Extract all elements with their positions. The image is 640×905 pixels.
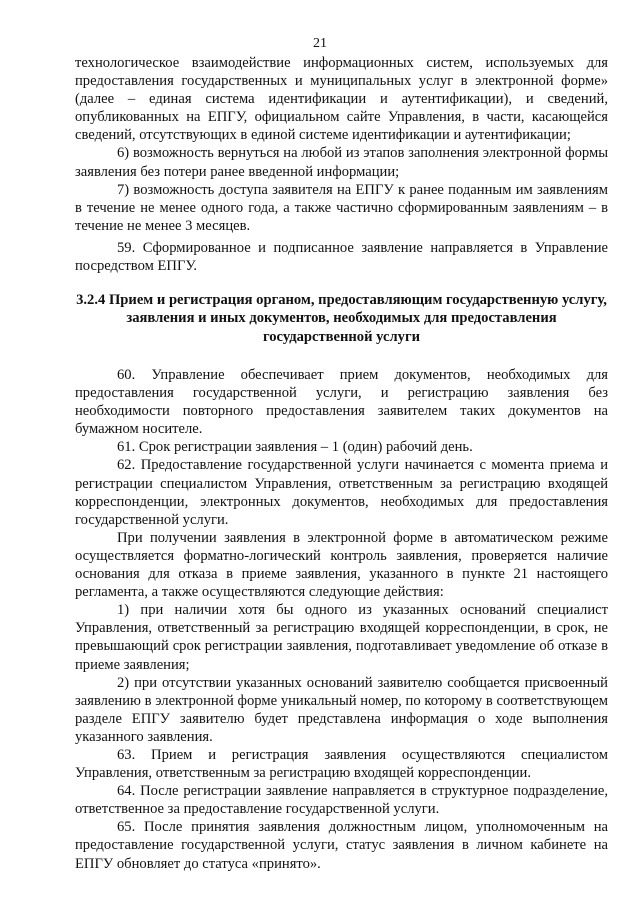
list-item-2: 2) при отсутствии указанных оснований заявителю сообщается присвоенный заявлению в электронной форме уникальный номер, по которому в соответствующем разделе ЕПГУ заявителю будет представлена информация о ходе выполнения указанного заявления. xyxy=(75,674,608,745)
paragraph-electronic-form: При получении заявления в электронной форме в автоматическом режиме осуществляется форматно-логический контроль заявления, проверяется наличие основания для отказа в приеме заявления, указанного в пункте 21 настоящего регламента, а также осуществляются следующие действия: xyxy=(75,529,608,601)
paragraph-65: 65. После принятия заявления должностным лицом, уполномоченным на предоставление государственной услуги, статус заявления в личном кабинете на ЕПГУ обновляет до статуса «принято». xyxy=(75,819,608,872)
paragraph-64: 64. После регистрации заявление направляется в структурное подразделение, ответственное за предоставление государственной услуги. xyxy=(75,783,608,818)
list-item-7: 7) возможность доступа заявителя на ЕПГУ к ранее поданным им заявлениям в течение не менее одного года, а также частично сформированным заявлениям – в течение не менее 3 месяцев. xyxy=(75,181,608,234)
paragraph-63: 63. Прием и регистрация заявления осуществляются специалистом Управления, ответственным за регистрацию входящей корреспонденции. xyxy=(75,746,608,782)
list-item-1: 1) при наличии хотя бы одного из указанных оснований специалист Управления, ответственный за регистрацию входящей корреспонденции, в срок, не превышающий срок регистрации заявления, подготавливает уведомление об отказе в приеме заявления; xyxy=(75,602,608,673)
paragraph-60: 60. Управление обеспечивает прием документов, необходимых для предоставления государственной услуги, и регистрацию заявления без необходимости повторного предоставления заявителем таких документов на бумажном носителе. xyxy=(75,367,608,438)
paragraph-61: 61. Срок регистрации заявления – 1 (один) рабочий день. xyxy=(117,439,473,456)
paragraph-62: 62. Предоставление государственной услуги начинается с момента приема и регистрации специалистом Управления, ответственным за регистрацию входящей корреспонденции, электронных документов, необходимых для предоставления государственной услуги. xyxy=(75,457,608,528)
paragraph-59: 59. Сформированное и подписанное заявление направляется в Управление посредством ЕПГУ. xyxy=(75,239,608,275)
page-number: 21 xyxy=(313,36,327,51)
section-heading: 3.2.4 Прием и регистрация органом, предоставляющим государственную услугу, заявления и иных документов, необходимых для предоставления государственной услуги xyxy=(76,292,607,345)
document-body xyxy=(75,54,608,873)
paragraph-continuation: технологическое взаимодействие информационных систем, используемых для предоставления государственных и муниципальных услуг в электронной форме» (далее – единая система идентификации и аутентификации), и сведений, опубликованных на ЕПГУ, официальном сайте Управления, в части, касающейся сведений, отсутствующих в единой системе идентификации и аутентификации; xyxy=(75,55,608,144)
list-item-6: 6) возможность вернуться на любой из этапов заполнения электронной формы заявления без потери ранее введенной информации; xyxy=(75,145,608,180)
